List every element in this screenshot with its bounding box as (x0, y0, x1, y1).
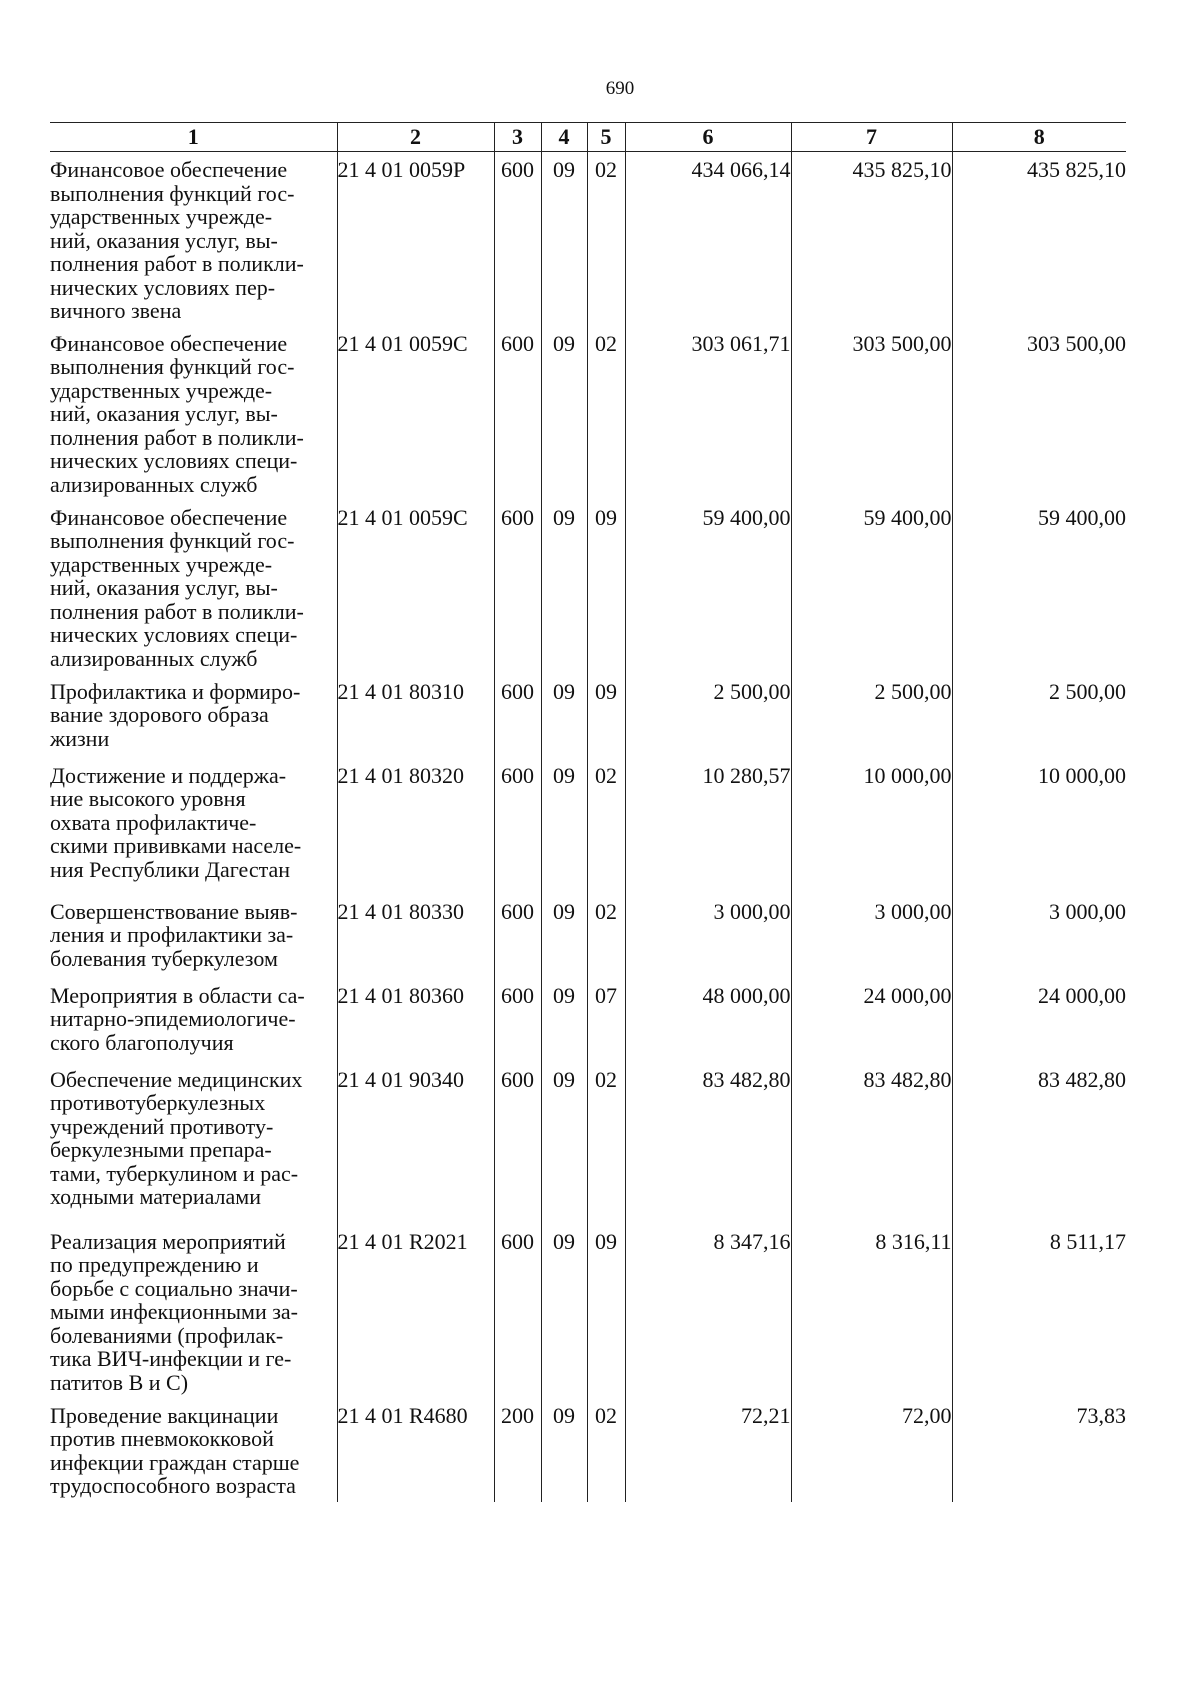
description-line: вание здорового образа (50, 702, 269, 727)
table-row (50, 1224, 1126, 1398)
budget-code: 21 4 01 80330 (337, 894, 494, 978)
amount-col6: 8 347,16 (625, 1224, 791, 1398)
column-header: 3 (494, 123, 541, 152)
description-line: полнения работ в поликли- (50, 598, 304, 624)
budget-code: 21 4 01 0059C (337, 326, 494, 500)
section-code: 09 (541, 326, 587, 500)
expense-type: 600 (494, 894, 541, 978)
expense-type: 600 (494, 1224, 541, 1398)
amount-col6: 303 061,71 (625, 326, 791, 500)
amount-col8: 24 000,00 (952, 978, 1126, 1062)
description-line: Финансовое обеспечение (50, 330, 288, 356)
budget-table (50, 122, 1126, 1502)
budget-code: 21 4 01 0059P (337, 152, 494, 326)
section-code: 09 (541, 674, 587, 758)
row-description (50, 152, 337, 326)
amount-col7: 59 400,00 (791, 500, 952, 674)
table-row (50, 894, 1126, 978)
description-line: ударственных учрежде- (50, 377, 273, 403)
description-line: Обеспечение медицинских (50, 1066, 303, 1092)
expense-type: 600 (494, 152, 541, 326)
description-line: охвата профилактиче- (50, 809, 257, 835)
subsection-code: 07 (587, 978, 625, 1062)
column-header: 7 (791, 123, 952, 152)
description-line: полнения работ в поликли- (50, 251, 304, 276)
description-line: ний, оказания услуг, вы- (50, 401, 278, 426)
header-row (50, 123, 1126, 152)
description-line: ние высокого уровня (50, 786, 246, 811)
expense-type: 200 (494, 1398, 541, 1502)
description-line: Достижение и поддержа- (50, 762, 287, 788)
section-code: 09 (541, 758, 587, 894)
description-line: беркулезными препара- (50, 1137, 272, 1162)
description-line: ализированных служб (50, 645, 258, 671)
description-line: скими прививками населе- (50, 833, 302, 858)
description-line: Совершенствование выяв- (50, 898, 298, 924)
amount-col7: 303 500,00 (791, 326, 952, 500)
row-description (50, 674, 337, 758)
description-line: ния Республики Дагестан (50, 856, 291, 882)
description-line: нических условиях пер- (50, 274, 276, 300)
column-header: 2 (337, 123, 494, 152)
description-line: ударственных учрежде- (50, 551, 273, 577)
table-row (50, 1398, 1126, 1502)
description-line: выполнения функций гос- (50, 528, 295, 553)
row-description (50, 1398, 337, 1502)
row-description (50, 1062, 337, 1224)
amount-col8: 59 400,00 (952, 500, 1126, 674)
description-line: нических условиях специ- (50, 448, 298, 473)
description-line: вичного звена (50, 298, 182, 323)
description-line: патитов В и С) (50, 1369, 189, 1395)
column-header: 1 (50, 123, 337, 152)
expense-type: 600 (494, 758, 541, 894)
row-description (50, 978, 337, 1062)
row-description (50, 500, 337, 674)
description-line: Проведение вакцинации (50, 1402, 279, 1428)
description-line: ударственных учрежде- (50, 204, 273, 229)
amount-col7: 72,00 (791, 1398, 952, 1502)
amount-col8: 3 000,00 (952, 894, 1126, 978)
description-line: Профилактика и формиро- (50, 678, 301, 704)
amount-col7: 435 825,10 (791, 152, 952, 326)
description-line: тика ВИЧ-инфекции и ге- (50, 1346, 292, 1371)
amount-col6: 83 482,80 (625, 1062, 791, 1224)
column-header: 8 (952, 123, 1126, 152)
page-number: 690 (605, 78, 635, 99)
budget-code: 21 4 01 90340 (337, 1062, 494, 1224)
amount-col8: 2 500,00 (952, 674, 1126, 758)
amount-col8: 8 511,17 (952, 1224, 1126, 1398)
section-code: 09 (541, 978, 587, 1062)
amount-col6: 434 066,14 (625, 152, 791, 326)
description-line: мыми инфекционными за- (50, 1299, 299, 1324)
description-line: выполнения функций гос- (50, 354, 295, 379)
description-line: Мероприятия в области са- (50, 982, 305, 1008)
description-line: против пневмококковой (50, 1426, 274, 1451)
section-code: 09 (541, 894, 587, 978)
table-row (50, 978, 1126, 1062)
subsection-code: 02 (587, 1062, 625, 1224)
description-line: полнения работ в поликли- (50, 424, 304, 450)
description-line: болевания туберкулезом (50, 945, 278, 971)
row-description (50, 1224, 337, 1398)
amount-col6: 48 000,00 (625, 978, 791, 1062)
description-line: выполнения функций гос- (50, 180, 295, 206)
section-code: 09 (541, 1224, 587, 1398)
amount-col6: 2 500,00 (625, 674, 791, 758)
description-line: жизни (50, 725, 110, 751)
description-line: по предупреждению и (50, 1252, 259, 1277)
amount-col7: 3 000,00 (791, 894, 952, 978)
amount-col8: 73,83 (952, 1398, 1126, 1502)
description-line: Реализация мероприятий (50, 1228, 286, 1254)
budget-code: 21 4 01 R4680 (337, 1398, 494, 1502)
table-row (50, 500, 1126, 674)
budget-code: 21 4 01 80360 (337, 978, 494, 1062)
description-line: ходными материалами (50, 1184, 261, 1209)
description-line: нитарно-эпидемиологиче- (50, 1006, 296, 1031)
section-code: 09 (541, 500, 587, 674)
subsection-code: 02 (587, 326, 625, 500)
subsection-code: 09 (587, 674, 625, 758)
table-body (50, 152, 1126, 1502)
column-header: 5 (587, 123, 625, 152)
description-line: учреждений противоту- (50, 1113, 274, 1139)
row-description (50, 758, 337, 894)
amount-col7: 2 500,00 (791, 674, 952, 758)
subsection-code: 02 (587, 1398, 625, 1502)
section-code: 09 (541, 152, 587, 326)
description-line: болеваниями (профилак- (50, 1322, 284, 1348)
amount-col6: 72,21 (625, 1398, 791, 1502)
amount-col7: 8 316,11 (791, 1224, 952, 1398)
description-line: ализированных служб (50, 471, 258, 497)
expense-type: 600 (494, 500, 541, 674)
amount-col6: 10 280,57 (625, 758, 791, 894)
description-line: ления и профилактики за- (50, 922, 294, 947)
budget-code: 21 4 01 80310 (337, 674, 494, 758)
section-code: 09 (541, 1398, 587, 1502)
column-header: 6 (625, 123, 791, 152)
amount-col7: 83 482,80 (791, 1062, 952, 1224)
table-row (50, 1062, 1126, 1224)
subsection-code: 02 (587, 152, 625, 326)
row-description (50, 894, 337, 978)
subsection-code: 02 (587, 758, 625, 894)
amount-col6: 59 400,00 (625, 500, 791, 674)
description-line: ского благополучия (50, 1029, 234, 1055)
expense-type: 600 (494, 674, 541, 758)
row-description (50, 326, 337, 500)
description-line: нических условиях специ- (50, 622, 298, 647)
subsection-code: 09 (587, 1224, 625, 1398)
expense-type: 600 (494, 326, 541, 500)
amount-col8: 83 482,80 (952, 1062, 1126, 1224)
description-line: тами, туберкулином и рас- (50, 1160, 299, 1186)
table-row (50, 326, 1126, 500)
budget-code: 21 4 01 R2021 (337, 1224, 494, 1398)
column-header: 4 (541, 123, 587, 152)
description-line: борьбе с социально значи- (50, 1275, 298, 1301)
section-code: 09 (541, 1062, 587, 1224)
description-line: инфекции граждан старше (50, 1449, 300, 1475)
amount-col8: 435 825,10 (952, 152, 1126, 326)
description-line: трудоспособного возраста (50, 1473, 296, 1498)
description-line: Финансовое обеспечение (50, 157, 288, 182)
table-row (50, 674, 1126, 758)
subsection-code: 02 (587, 894, 625, 978)
amount-col8: 10 000,00 (952, 758, 1126, 894)
expense-type: 600 (494, 978, 541, 1062)
table-row (50, 758, 1126, 894)
subsection-code: 09 (587, 500, 625, 674)
description-line: Финансовое обеспечение (50, 504, 288, 530)
description-line: ний, оказания услуг, вы- (50, 575, 278, 600)
budget-code: 21 4 01 0059C (337, 500, 494, 674)
expense-type: 600 (494, 1062, 541, 1224)
description-line: противотуберкулезных (50, 1090, 266, 1115)
table-row (50, 152, 1126, 326)
amount-col7: 10 000,00 (791, 758, 952, 894)
amount-col7: 24 000,00 (791, 978, 952, 1062)
budget-code: 21 4 01 80320 (337, 758, 494, 894)
amount-col6: 3 000,00 (625, 894, 791, 978)
description-line: ний, оказания услуг, вы- (50, 227, 278, 253)
amount-col8: 303 500,00 (952, 326, 1126, 500)
